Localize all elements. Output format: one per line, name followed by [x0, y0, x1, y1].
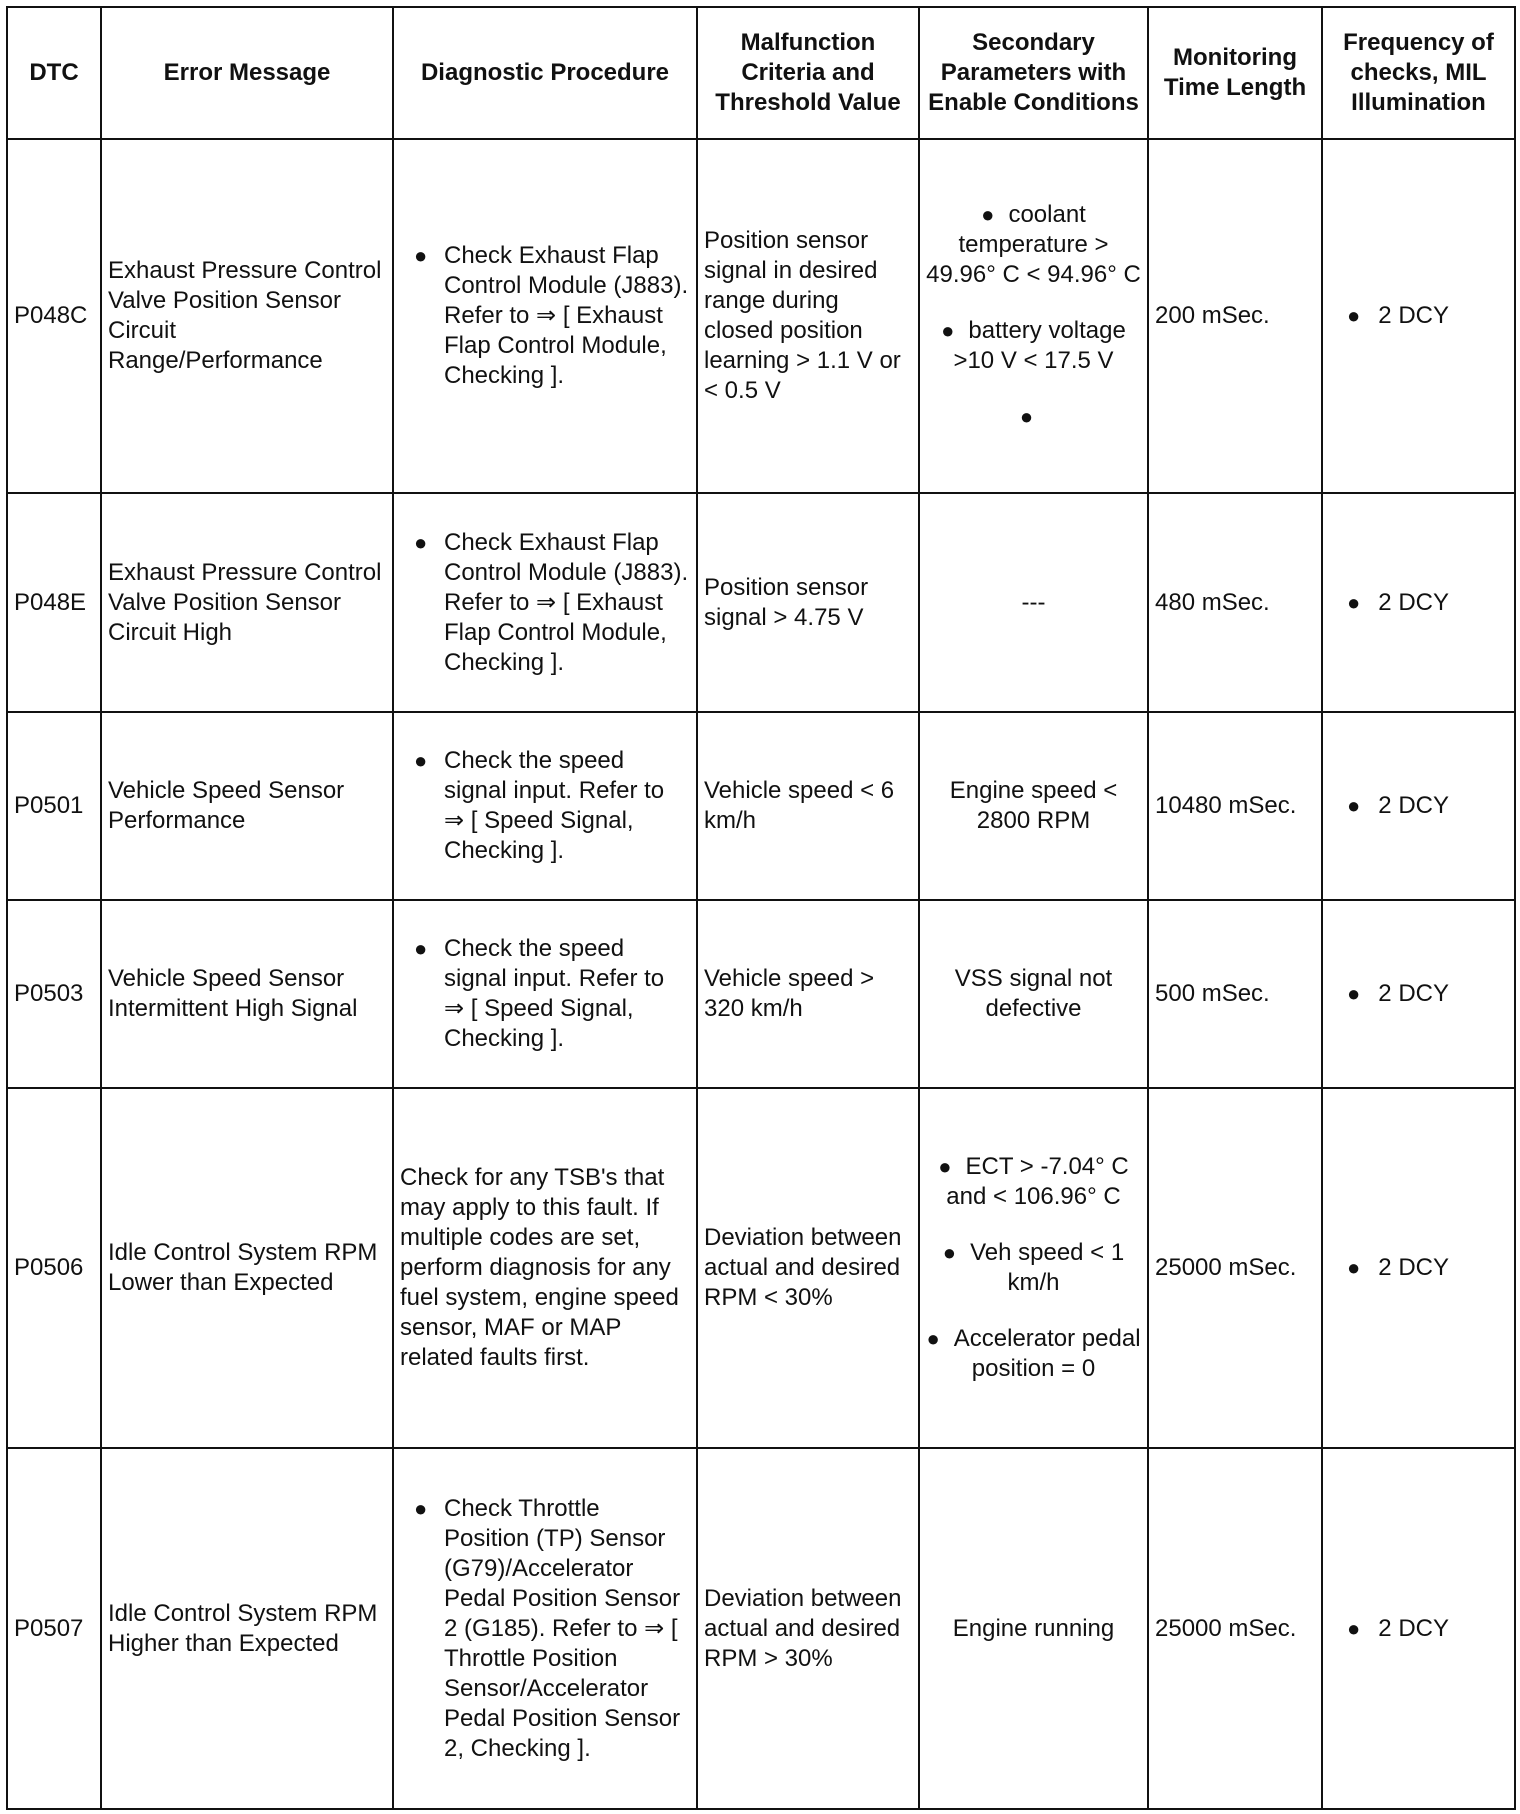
header-monitoring: Monitoring Time Length [1148, 7, 1322, 139]
procedure-item: ● Check Exhaust Flap Control Module (J883). Refer to ⇒ [ Exhaust Flap Control Module, Checking ]. [400, 528, 690, 678]
secondary-parameters [919, 139, 1148, 493]
dtc-code: P048C [7, 139, 101, 493]
secondary-item: ● Veh speed < 1 km/h [926, 1238, 1141, 1298]
dtc-code: P0501 [7, 712, 101, 900]
diagnostic-procedure [393, 139, 697, 493]
secondary-item: ● Accelerator pedal position = 0 [926, 1324, 1141, 1384]
secondary-parameters: Engine running [919, 1448, 1148, 1809]
error-message: Idle Control System RPM Lower than Expected [101, 1088, 393, 1448]
table-row [7, 712, 1515, 900]
diagnostic-procedure [393, 493, 697, 712]
frequency [1322, 493, 1515, 712]
secondary-parameters: VSS signal not defective [919, 900, 1148, 1088]
table-row [7, 139, 1515, 493]
header-diagnostic-procedure: Diagnostic Procedure [393, 7, 697, 139]
dtc-table [6, 6, 1516, 1810]
secondary-item: ● coolant temperature > 49.96° C < 94.96° C [926, 200, 1141, 290]
secondary-parameters [919, 1088, 1148, 1448]
frequency-item: ● 2 DCY [1329, 301, 1508, 331]
header-dtc: DTC [7, 7, 101, 139]
frequency [1322, 1448, 1515, 1809]
table-row [7, 1448, 1515, 1809]
frequency [1322, 139, 1515, 493]
monitoring-time: 10480 mSec. [1148, 712, 1322, 900]
procedure-item: ● Check Exhaust Flap Control Module (J883). Refer to ⇒ [ Exhaust Flap Control Module, Checking ]. [400, 241, 690, 391]
malfunction-criteria: Position sensor signal > 4.75 V [697, 493, 919, 712]
error-message: Vehicle Speed Sensor Intermittent High Signal [101, 900, 393, 1088]
secondary-item: ● ECT > -7.04° C and < 106.96° C [926, 1152, 1141, 1212]
malfunction-criteria: Vehicle speed < 6 km/h [697, 712, 919, 900]
malfunction-criteria: Deviation between actual and desired RPM > 30% [697, 1448, 919, 1809]
frequency-item: ● 2 DCY [1329, 1253, 1508, 1283]
error-message: Vehicle Speed Sensor Performance [101, 712, 393, 900]
procedure-item: ● Check Throttle Position (TP) Sensor (G79)/Accelerator Pedal Position Sensor 2 (G185). Refer to ⇒ [ Throttle Position Sensor/Accelerator Pedal Position Sensor 2, Checking ]. [400, 1494, 690, 1764]
header-secondary: Secondary Parameters with Enable Conditions [919, 7, 1148, 139]
dtc-code: P0503 [7, 900, 101, 1088]
diagnostic-procedure [393, 1448, 697, 1809]
monitoring-time: 500 mSec. [1148, 900, 1322, 1088]
header-malfunction: Malfunction Criteria and Threshold Value [697, 7, 919, 139]
monitoring-time: 25000 mSec. [1148, 1088, 1322, 1448]
header-error-message: Error Message [101, 7, 393, 139]
frequency-item: ● 2 DCY [1329, 588, 1508, 618]
monitoring-time: 480 mSec. [1148, 493, 1322, 712]
secondary-item: ● battery voltage >10 V < 17.5 V [926, 316, 1141, 376]
malfunction-criteria: Position sensor signal in desired range during closed position learning > 1.1 V or < 0.5 V [697, 139, 919, 493]
diagnostic-procedure [393, 900, 697, 1088]
procedure-item: ● Check the speed signal input. Refer to ⇒ [ Speed Signal, Checking ]. [400, 934, 690, 1054]
error-message: Idle Control System RPM Higher than Expected [101, 1448, 393, 1809]
secondary-item [926, 402, 1141, 432]
header-frequency: Frequency of checks, MIL Illumination [1322, 7, 1515, 139]
error-message: Exhaust Pressure Control Valve Position Sensor Circuit Range/Performance [101, 139, 393, 493]
frequency-item: ● 2 DCY [1329, 979, 1508, 1009]
error-message: Exhaust Pressure Control Valve Position Sensor Circuit High [101, 493, 393, 712]
malfunction-criteria: Vehicle speed > 320 km/h [697, 900, 919, 1088]
diagnostic-procedure [393, 712, 697, 900]
frequency [1322, 712, 1515, 900]
table-row [7, 900, 1515, 1088]
frequency-item: ● 2 DCY [1329, 791, 1508, 821]
dtc-code: P048E [7, 493, 101, 712]
diagnostic-procedure: Check for any TSB's that may apply to this fault. If multiple codes are set, perform diagnosis for any fuel system, engine speed sensor, MAF or MAP related faults first. [393, 1088, 697, 1448]
secondary-parameters: Engine speed < 2800 RPM [919, 712, 1148, 900]
dtc-code: P0507 [7, 1448, 101, 1809]
secondary-parameters: --- [919, 493, 1148, 712]
frequency-item: ● 2 DCY [1329, 1614, 1508, 1644]
monitoring-time: 200 mSec. [1148, 139, 1322, 493]
frequency [1322, 900, 1515, 1088]
procedure-item: ● Check the speed signal input. Refer to ⇒ [ Speed Signal, Checking ]. [400, 746, 690, 866]
frequency [1322, 1088, 1515, 1448]
table-row [7, 493, 1515, 712]
dtc-code: P0506 [7, 1088, 101, 1448]
header-row [7, 7, 1515, 139]
malfunction-criteria: Deviation between actual and desired RPM < 30% [697, 1088, 919, 1448]
monitoring-time: 25000 mSec. [1148, 1448, 1322, 1809]
table-row [7, 1088, 1515, 1448]
